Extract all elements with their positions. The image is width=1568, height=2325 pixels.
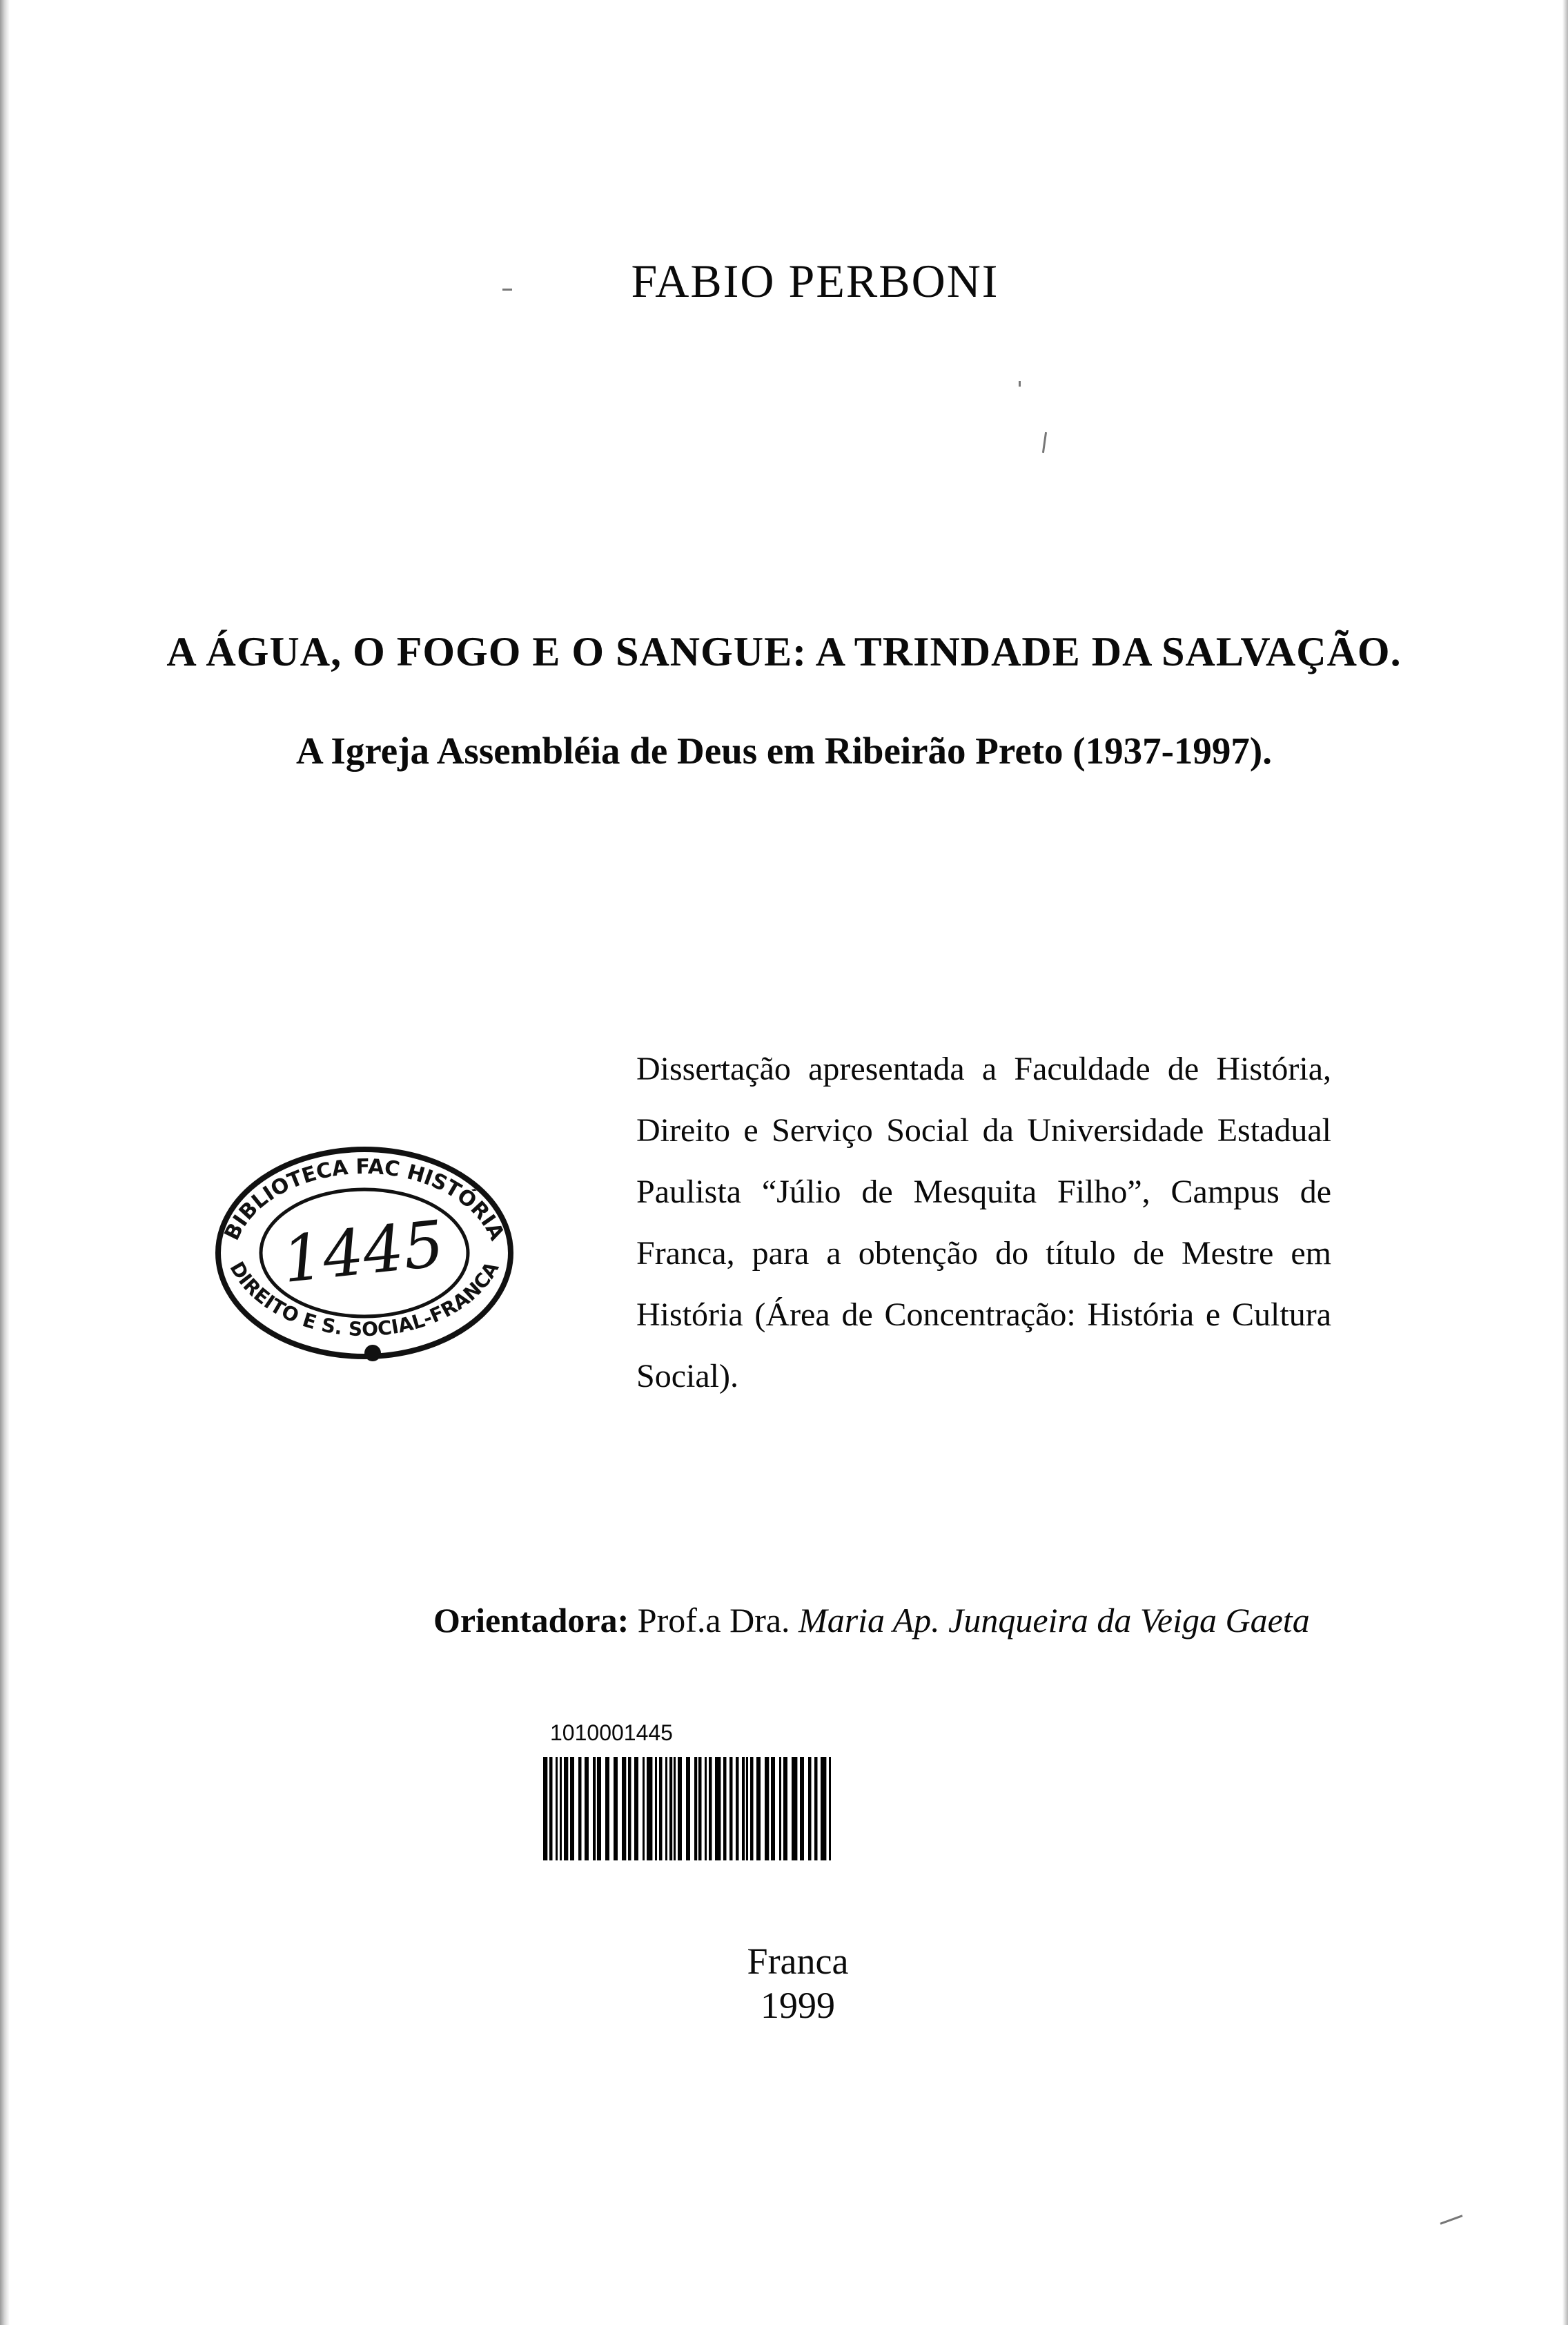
barcode-bar — [723, 1757, 727, 1860]
advisor-title: Prof.a Dra. — [637, 1601, 790, 1640]
barcode-bar — [736, 1757, 739, 1860]
barcode-bar — [655, 1757, 657, 1860]
barcode-bar — [628, 1757, 631, 1860]
barcode-bar — [705, 1757, 707, 1860]
barcode-bar — [674, 1757, 676, 1860]
barcode-bar — [643, 1757, 645, 1860]
city: Franca — [747, 1940, 849, 1982]
barcode-bar — [605, 1757, 609, 1860]
barcode-bar — [622, 1757, 626, 1860]
barcode-bar — [771, 1757, 775, 1860]
barcode-bar — [756, 1757, 761, 1860]
barcode-bar — [634, 1757, 638, 1860]
barcode-bar — [783, 1757, 787, 1860]
stamp-ink-blot — [364, 1345, 381, 1361]
barcode-bar — [659, 1757, 663, 1860]
barcode-bar — [556, 1757, 558, 1860]
scan-speck — [1440, 2215, 1463, 2224]
advisor-name: Maria Ap. Junqueira da Veiga Gaeta — [798, 1601, 1310, 1640]
barcode-bar — [800, 1757, 804, 1860]
scan-speck — [1042, 432, 1047, 453]
barcode-bar — [698, 1757, 702, 1860]
stamp-text-top: BIBLIOTECA FAC HISTÓRIA — [219, 1154, 509, 1245]
barcode-bar — [765, 1757, 769, 1860]
year: 1999 — [761, 1985, 835, 2026]
advisor-line — [0, 1600, 1568, 1640]
document-title: A ÁGUA, O FOGO E O SANGUE: A TRINDADE DA SALVAÇÃO. — [166, 629, 1402, 674]
barcode-bar — [585, 1757, 589, 1860]
barcode-bar — [821, 1757, 826, 1860]
barcode-bar — [543, 1757, 547, 1860]
barcode — [543, 1757, 833, 1860]
stamp-text-bottom: DIREITO E S. SOCIAL-FRANCA — [225, 1257, 504, 1341]
barcode-bar — [686, 1757, 690, 1860]
advisor-label: Orientadora: — [433, 1601, 629, 1640]
document-subtitle: A Igreja Assembléia de Deus em Ribeirão Preto (1937-1997). — [296, 730, 1272, 772]
barcode-bar — [808, 1757, 812, 1860]
barcode-bar — [709, 1757, 712, 1860]
library-stamp — [192, 1132, 537, 1367]
scan-speck — [1019, 381, 1021, 387]
barcode-bar — [665, 1757, 667, 1860]
barcode-bar — [593, 1757, 596, 1860]
barcode-bar — [742, 1757, 745, 1860]
barcode-bar — [570, 1757, 574, 1860]
author-name: FABIO PERBONI — [631, 255, 999, 307]
barcode-bar — [792, 1757, 797, 1860]
stamp-handwritten-number: 1445 — [279, 1207, 448, 1298]
barcode-bar — [814, 1757, 818, 1860]
barcode-bar — [669, 1757, 672, 1860]
barcode-bar — [750, 1757, 754, 1860]
barcode-bar — [678, 1757, 682, 1860]
barcode-bar — [829, 1757, 831, 1860]
barcode-bar — [729, 1757, 733, 1860]
barcode-bar — [614, 1757, 618, 1860]
barcode-bar — [746, 1757, 748, 1860]
dissertation-statement: Dissertação apresentada a Faculdade de História, Direito e Serviço Social da Universidade Estadual Paulista “Júlio de Mesquita Filho”, Campus de Franca, para a obtenção do título de Mestre em História (Área de Concentração: História e Cultura Social). — [636, 1051, 1331, 1394]
barcode-bar — [549, 1757, 553, 1860]
barcode-bar — [715, 1757, 721, 1860]
barcode-bar — [597, 1757, 601, 1860]
barcode-bar — [578, 1757, 582, 1860]
barcode-bar — [647, 1757, 652, 1860]
barcode-bar — [694, 1757, 697, 1860]
barcode-bar — [560, 1757, 562, 1860]
barcode-bar — [564, 1757, 568, 1860]
barcode-number: 1010001445 — [550, 1720, 673, 1745]
barcode-bar — [779, 1757, 781, 1860]
